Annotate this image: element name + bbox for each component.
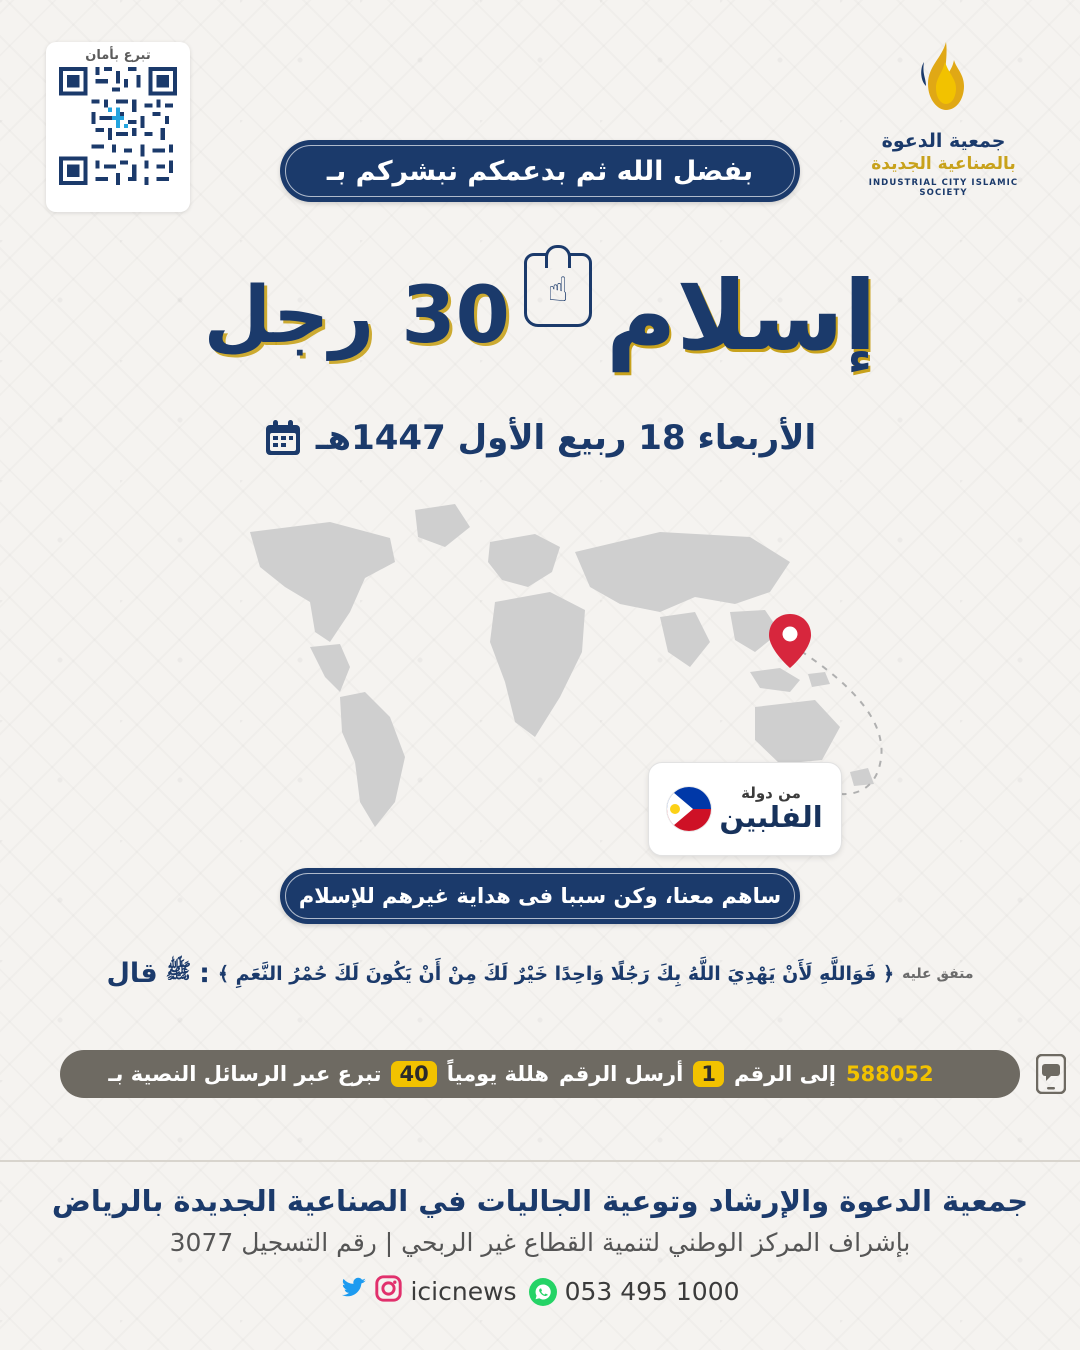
- cta-pill[interactable]: [280, 868, 800, 924]
- philippines-flag-icon: [667, 787, 711, 831]
- phone-group[interactable]: [529, 1277, 740, 1306]
- country-prefix: من دولة: [741, 784, 801, 803]
- social-handle-group[interactable]: [340, 1275, 516, 1308]
- qr-label: تبرع بأمان: [85, 48, 151, 63]
- title-count: 30 رجل: [203, 271, 510, 361]
- headline-pill: [280, 140, 800, 202]
- sms-amount: 40: [391, 1061, 436, 1087]
- logo-arabic-line2: بالصناعية الجديدة: [871, 154, 1016, 174]
- country-card: [648, 762, 842, 856]
- sms-part2: هللة يومياً: [446, 1062, 549, 1086]
- title-word: إسلام: [605, 260, 877, 372]
- whatsapp-icon[interactable]: [529, 1278, 557, 1306]
- sms-part3: أرسل الرقم: [558, 1062, 684, 1086]
- twitter-icon[interactable]: [340, 1275, 367, 1308]
- sms-donation-bar[interactable]: [60, 1050, 1020, 1098]
- world-map: [0, 492, 1080, 872]
- date-text: الأربعاء 18 ربيع الأول 1447هـ: [315, 418, 817, 458]
- shahada-hand-icon: ☝: [524, 253, 592, 327]
- mobile-message-icon: [1036, 1054, 1066, 1094]
- footer-supervision: بإشراف المركز الوطني لتنمية القطاع غير الربحي | رقم التسجيل 3077: [169, 1228, 911, 1257]
- sms-part1: تبرع عبر الرسائل النصية بـ: [108, 1062, 382, 1086]
- sms-number: 588052: [845, 1062, 934, 1086]
- cta-text: ساهم معنا، وكن سببا فى هداية غيرهم للإسلام: [298, 884, 782, 908]
- main-title: [0, 236, 1080, 396]
- hadith-body: ﴿ فَوَاللَّهِ لَأَنْ يَهْدِيَ اللَّهُ بِكَ رَجُلًا وَاحِدًا خَيْرٌ لَكَ مِنْ أَنْ يَكُونَ لَكَ حُمْرُ النَّعَمِ ﴾: [217, 962, 895, 985]
- footer: [0, 1160, 1080, 1308]
- footer-social: [0, 1275, 1080, 1308]
- instagram-icon[interactable]: [375, 1275, 402, 1308]
- sms-part4: إلى الرقم: [733, 1062, 836, 1086]
- sms-code: 1: [693, 1061, 724, 1087]
- calendar-icon: [264, 419, 302, 457]
- social-handle: icicnews: [410, 1277, 517, 1306]
- country-name: الفلبين: [719, 800, 823, 835]
- hadith-source: متفق عليه: [902, 965, 974, 982]
- headline-text: بفضل الله ثم بدعمكم نبشركم بـ: [326, 155, 754, 187]
- hadith-colon: :: [199, 958, 210, 989]
- qr-donation-card[interactable]: [46, 42, 190, 212]
- event-date: [0, 418, 1080, 458]
- logo-english: INDUSTRIAL CITY ISLAMIC SOCIETY: [868, 178, 1019, 198]
- sallallahu-alayhi-wasallam-icon: ﷺ: [165, 959, 192, 983]
- phone-number: 053 495 1000: [564, 1277, 740, 1306]
- flame-logo-icon: [851, 40, 1036, 126]
- logo-arabic-line1: جمعية الدعوة: [881, 130, 1006, 152]
- organization-logo: [851, 40, 1036, 198]
- location-pin-icon: [769, 614, 811, 668]
- qr-code-icon[interactable]: [59, 67, 177, 185]
- hadith-lead: قال: [106, 958, 158, 989]
- footer-divider: [0, 1160, 1080, 1162]
- footer-org: جمعية الدعوة والإرشاد وتوعية الجاليات في الصناعية الجديدة بالرياض: [51, 1184, 1029, 1218]
- hadith-quote: [0, 958, 1080, 989]
